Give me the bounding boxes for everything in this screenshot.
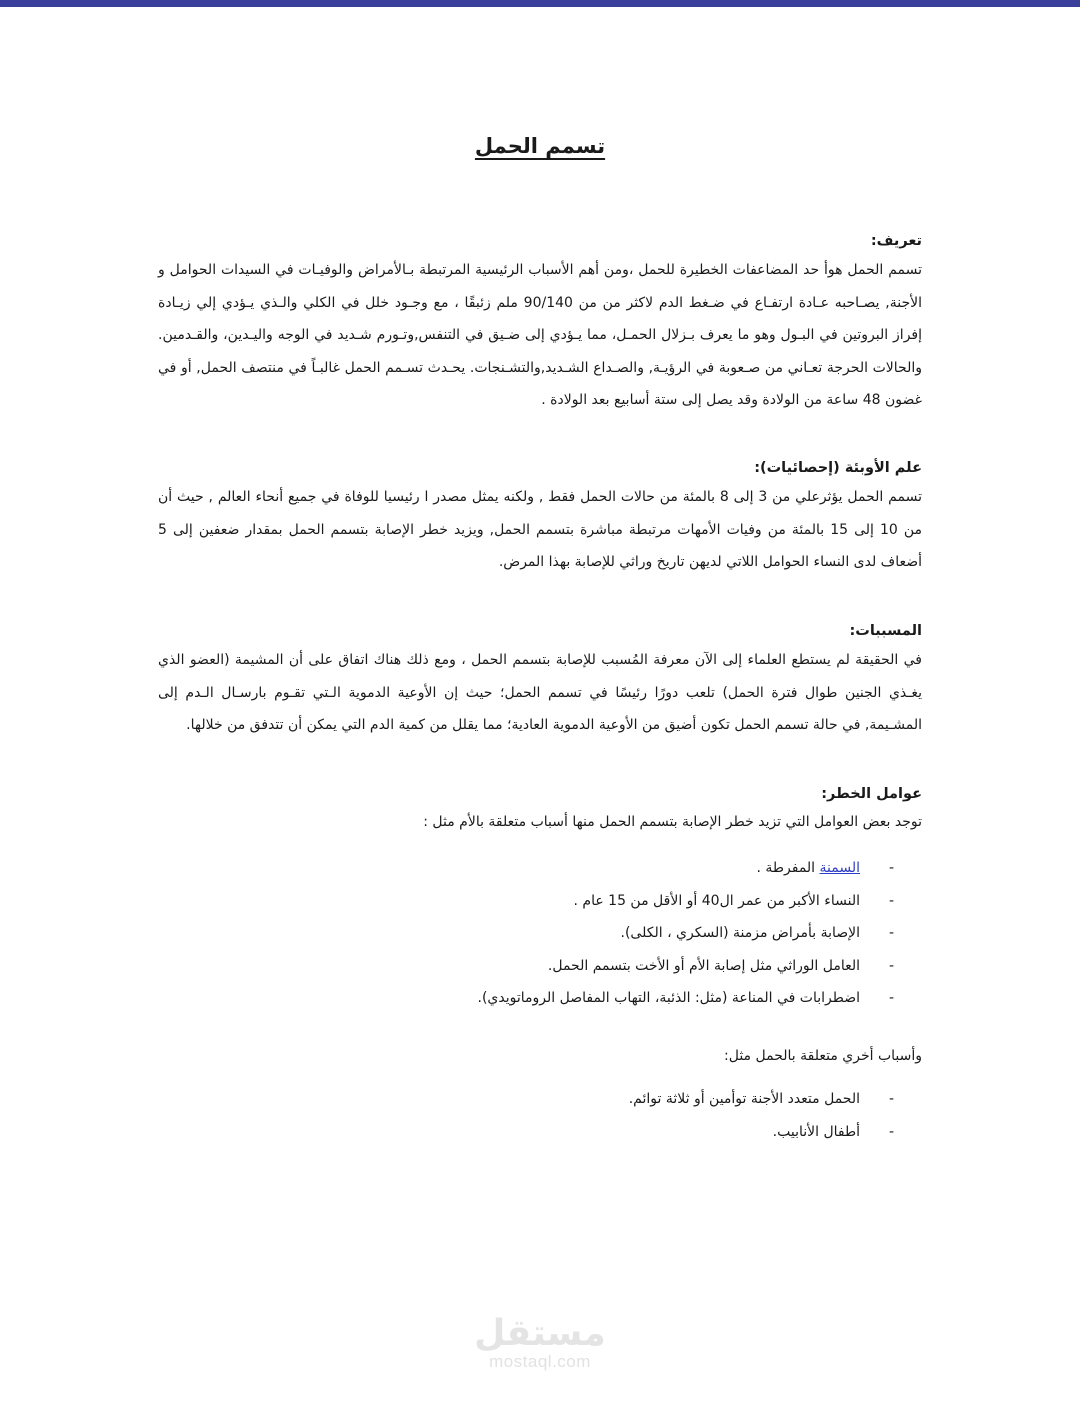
bullet-dash: - [888, 925, 894, 941]
bullet-dash: - [888, 957, 894, 974]
list-item-text: الإصابة بأمراض مزمنة (السكري ، الكلى). [620, 925, 860, 941]
bullet-dash: - [888, 860, 894, 876]
list-item [260, 885, 894, 918]
list-item [260, 1083, 894, 1116]
section-heading-causes: المسببات: [849, 623, 922, 639]
list-item [260, 852, 894, 885]
risk-factors-list [260, 852, 894, 1015]
section-body-epidemiology: تسمم الحمل يؤثرعلي من 3 إلى 8 بالمئة من حالات الحمل فقط , ولكنه يمثل مصدر ا رئيسيا للوفاة في جميع أنحاء العالم , حيث أن من 10 إلى 15 بالمئة من وفيات الأمهات مرتبطة مباشرة بتسمم الحمل, ويزيد خطر الإصابة بتسمم الحمل بمقدار ضعفين إلى 5 أضعاف لدى النساء الحوامل اللاتي لديهن تاريخ وراثي للإصابة بهذا المرض. [158, 489, 922, 570]
list-item [260, 950, 894, 983]
watermark-url: mostaql.com [489, 1352, 591, 1371]
document-title: تسمم الحمل [474, 134, 606, 158]
list-item-text: اضطرابات في المناعة (مثل: الذئبة، التهاب المفاصل الروماتويدي). [477, 990, 860, 1006]
list-item-text: الحمل متعدد الأجنة توأمين أو ثلاثة توائم. [628, 1091, 860, 1107]
list-item-text: النساء الأكبر من عمر ال40 أو الأقل من 15 عام . [573, 892, 860, 909]
bullet-dash: - [888, 1091, 894, 1107]
section-epidemiology [158, 455, 922, 579]
section-heading-definition: تعريف: [870, 233, 922, 249]
other-causes-list [260, 1083, 894, 1148]
list-item [260, 1116, 894, 1149]
watermark-logo: مستقل [474, 1313, 606, 1354]
list-item-text: أطفال الأنابيب. [772, 1123, 860, 1140]
section-body-causes: في الحقيقة لم يستطع العلماء إلى الآن معرفة المُسبب للإصابة بتسمم الحمل ، ومع ذلك هناك اتفاق على أن المشيمة (العضو الذي يغـذي الجنين طوال فترة الحمل) تلعب دورًا رئيسًا في تسمم الحمل؛ حيث إن الأوعية الدموية الـتي تقـوم بارسـال الـدم إلى المشـيمة, في حالة تسمم الحمل تكون أضيق من الأوعية الدموية العادية؛ مما يقلل من كمية الدم التي يمكن أن تتدفق من خلالها. [158, 652, 922, 733]
list-item-text: المفرطة . [756, 860, 820, 876]
section-risk-factors [158, 781, 922, 837]
bullet-dash: - [888, 892, 894, 909]
section-causes [158, 618, 922, 742]
bullet-dash: - [888, 1123, 894, 1140]
section-heading-risk-factors: عوامل الخطر: [821, 786, 922, 802]
section-heading-epidemiology: علم الأوبئة (إحصائيات): [754, 460, 922, 476]
bullet-dash: - [888, 990, 894, 1006]
list-item-text: العامل الوراثي مثل إصابة الأم أو الأخت بتسمم الحمل. [547, 957, 860, 974]
list-item [260, 982, 894, 1015]
mostaql-watermark [467, 1313, 613, 1372]
section-body-definition: تسمم الحمل هوأ حد المضاعفات الخطيرة للحمل ،ومن أهم الأسباب الرئيسية المرتبطة بـالأمراض والوفيـات في السيدات الحوامل و الأجنة, يصـاحبه عـادة ارتفـاع في ضـغط الدم لاكثر من من 90/140 ملم زئبقًا ، مع وجـود خلل في الكلي والـذي يـؤدي إلي زيـادة إفراز البروتين في البـول وهو ما يعرف بـزلال الحمـل، مما يـؤدي إلى ضـيق في التنفس,وتـورم شـديد في الوجه واليـدين، والقـدمين. والحالات الحرجة تعـاني من صـعوبة في الرؤيـة, والصـداع الشـديد,والتشـنجات. يحـدث تسـمم الحمل غالبـاً في منتصف الحمل, أو في غضون 48 ساعة من الولادة وقد يصل إلى ستة أسابيع بعد الولادة . [158, 262, 922, 408]
other-causes-intro: وأسباب أخري متعلقة بالحمل مثل: [724, 1048, 922, 1064]
section-other-causes [158, 1040, 922, 1073]
risk-factors-intro: توجد بعض العوامل التي تزيد خطر الإصابة بتسمم الحمل منها أسباب متعلقة بالأم مثل : [423, 814, 922, 830]
list-item [260, 917, 894, 950]
top-accent-bar [0, 0, 1080, 7]
obesity-link[interactable]: السمنة [819, 860, 860, 876]
section-definition [158, 228, 922, 417]
